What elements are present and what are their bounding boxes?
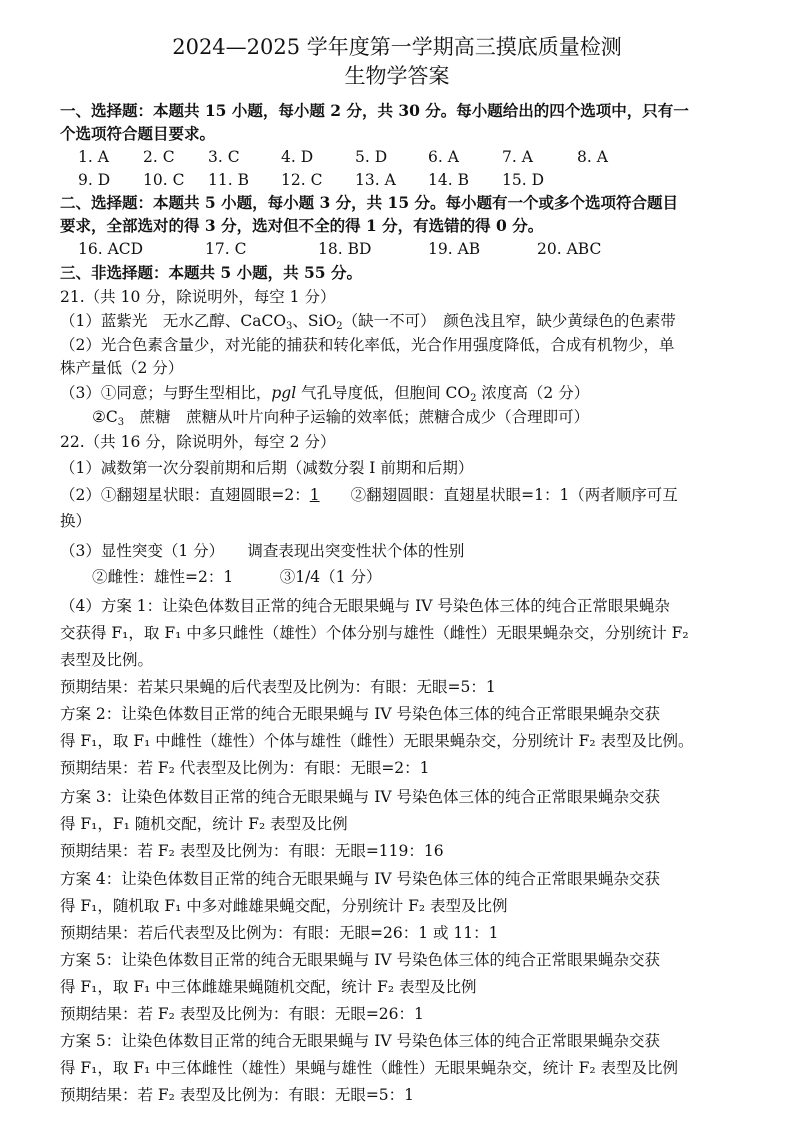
q22-plan2-result: 预期结果：若 F₂ 代表型及比例为：有眼：无眼=2：1 [60,759,430,777]
section1-heading-line1: 一、选择题：本题共 15 小题，每小题 2 分，共 30 分。每小题给出的四个选项中，只有一 [60,101,689,120]
q22-plan1-line1: （4）方案 1：让染色体数目正常的纯合无眼果蝇与 IV 号染色体三体的纯合正常眼果蝇杂 [60,597,670,615]
q21-part1: （1）蓝紫光 无水乙醇、CaCO$_3$、SiO$_2$（缺一不可） 颜色浅且窄，缺少黄绿色的色素带 [60,312,676,332]
q22-header: 22.（共 16 分，除说明外，每空 2 分） [60,433,336,451]
q22-plan3-line1: 方案 3：让染色体数目正常的纯合无眼果蝇与 IV 号染色体三体的纯合正常眼果蝇杂交获 [60,788,660,806]
q22-plan6-line1: 方案 5：让染色体数目正常的纯合无眼果蝇与 IV 号染色体三体的纯合正常眼果蝇杂交获 [60,1032,660,1050]
q22-plan2-line2: 得 F₁，取 F₁ 中雌性（雄性）个体与雄性（雌性）无眼果蝇杂交，分别统计 F₂ 表型及比例。 [60,732,694,750]
q22-plan5-line1: 方案 5：让染色体数目正常的纯合无眼果蝇与 IV 号染色体三体的纯合正常眼果蝇杂交获 [60,951,660,969]
answer-9: 9. D [78,171,111,189]
q22-plan3-line2: 得 F₁，F₁ 随机交配，统计 F₂ 表型及比例 [60,815,348,833]
q22-plan1-line3: 表型及比例。 [60,651,154,669]
answer-18: 18. BD [318,240,372,258]
answer-13: 13. A [355,171,396,189]
section2-heading-line2: 要求，全部选对的得 3 分，选对但不全的得 1 分，有选错的得 0 分。 [60,216,544,235]
q22-plan6-result: 预期结果：若 F₂ 表型及比例为：有眼：无眼=5：1 [60,1086,415,1104]
q22-plan1-line2: 交获得 F₁，取 F₁ 中多只雌性（雄性）个体分别与雄性（雌性）无眼果蝇杂交，分别统计 F₂ [60,624,689,642]
q21-header: 21.（共 10 分，除说明外，每空 1 分） [60,288,336,306]
q22-plan4-result: 预期结果：若后代表型及比例为：有眼：无眼=26：1 或 11：1 [60,924,499,942]
answer-17: 17. C [205,240,247,258]
q22-plan5-line2: 得 F₁，取 F₁ 中三体雌雄果蝇随机交配，统计 F₂ 表型及比例 [60,978,477,996]
q22-part1: （1）减数第一次分裂前期和后期（减数分裂 I 前期和后期） [60,459,474,477]
section1-heading-line2: 个选项符合题目要求。 [60,124,216,143]
q22-plan3-result: 预期结果：若 F₂ 表型及比例为：有眼：无眼=119：16 [60,842,444,860]
answer-10: 10. C [143,171,185,189]
q21-part3-line2: $②C_3$ 蔗糖 蔗糖从叶片向种子运输的效率低；蔗糖合成少（合理即可） [92,408,590,428]
answer-3: 3. C [208,148,240,166]
document-subtitle: 生物学答案 [344,64,450,88]
q22-plan5-result: 预期结果：若 F₂ 表型及比例为：有眼：无眼=26：1 [60,1005,424,1023]
document-title: 2024—2025 学年度第一学期高三摸底质量检测 [172,35,622,59]
section2-heading-line1: 二、选择题：本题共 5 小题，每小题 3 分，共 15 分。每小题有一个或多个选项符合题目 [60,193,679,212]
answer-12: 12. C [281,171,323,189]
section3-heading: 三、非选择题：本题共 5 小题，共 55 分。 [60,263,362,282]
answer-2: 2. C [143,148,175,166]
answer-20: 20. ABC [537,240,602,258]
q21-part2-line2: 株产量低（2 分） [60,359,184,377]
q22-part3-line2: ②雌性：雄性=2：1 ③1/4（1 分） [92,568,382,586]
q22-plan1-result: 预期结果：若某只果蝇的后代表型及比例为：有眼：无眼=5：1 [60,678,496,696]
answer-8: 8. A [577,148,608,166]
answer-5: 5. D [355,148,388,166]
q22-part3-line1: （3）显性突变（1 分） 调查表现出突变性状个体的性别 [60,542,465,560]
q22-part2-line2: 换） [60,512,92,530]
q22-part2-line1: （2）①翻翅星状眼：直翅圆眼=2：1 ②翻翅圆眼：直翅星状眼=1：1（两者顺序可互 [60,486,678,504]
answer-6: 6. A [428,148,459,166]
q21-part2-line1: （2）光合色素含量少，对光能的捕获和转化率低，光合作用强度降低，合成有机物少，单 [60,336,675,354]
answer-15: 15. D [502,171,545,189]
answer-16: 16. ACD [78,240,144,258]
answer-19: 19. AB [428,240,481,258]
answer-11: 11. B [208,171,249,189]
q22-plan4-line1: 方案 4：让染色体数目正常的纯合无眼果蝇与 IV 号染色体三体的纯合正常眼果蝇杂交获 [60,870,660,888]
answer-14: 14. B [428,171,469,189]
answer-4: 4. D [281,148,314,166]
q22-plan6-line2: 得 F₁，取 F₁ 中三体雌性（雄性）果蝇与雄性（雌性）无眼果蝇杂交，统计 F₂ 表型及比例 [60,1059,679,1077]
q22-plan4-line2: 得 F₁，随机取 F₁ 中多对雌雄果蝇交配，分别统计 F₂ 表型及比例 [60,897,508,915]
answer-1: 1. A [78,148,109,166]
answer-7: 7. A [502,148,533,166]
q22-plan2-line1: 方案 2：让染色体数目正常的纯合无眼果蝇与 IV 号染色体三体的纯合正常眼果蝇杂交获 [60,705,660,723]
q21-part3-line1: （3）①同意；与野生型相比，pgl 气孔导度低，但胞间 $CO_2$ 浓度高（2 分） [60,384,590,404]
